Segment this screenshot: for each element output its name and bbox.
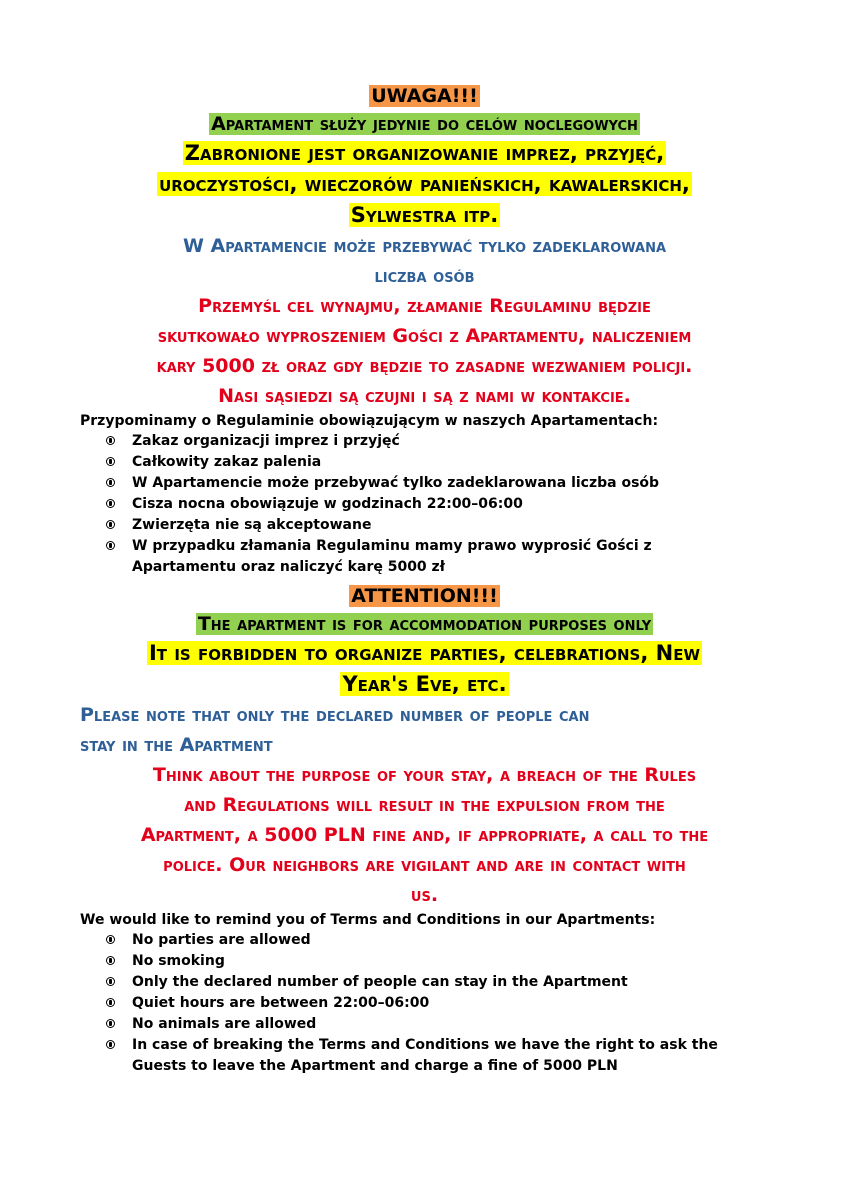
list-item: No animals are allowed bbox=[106, 1014, 849, 1035]
list-item: Zakaz organizacji imprez i przyjęć bbox=[106, 431, 849, 452]
polish-warning-heading: UWAGA!!! bbox=[371, 85, 478, 107]
list-item: W Apartamencie może przebywać tylko zadeklarowana liczba osób bbox=[106, 473, 849, 494]
circled-bullet-icon bbox=[106, 478, 115, 487]
circled-bullet-icon bbox=[106, 935, 115, 944]
list-item: No smoking bbox=[106, 951, 849, 972]
notice-page bbox=[0, 82, 849, 1077]
circled-bullet-icon bbox=[106, 977, 115, 986]
circled-bullet-icon bbox=[106, 457, 115, 466]
polish-consider-notice: Przemyśl cel wynajmu, złamanie Regulaminu będzie skutkowało wyproszeniem Gości z Apartamentu, naliczeniem kary 5000 zł oraz gdy będzie to zasadne wezwaniem policji. Nasi sąsiedzi są czujni i są z nami w kontakcie. bbox=[156, 295, 693, 407]
list-item: Only the declared number of people can stay in the Apartment bbox=[106, 972, 849, 993]
list-item: In case of breaking the Terms and Conditions we have the right to ask the Guests to leave the Apartment and charge a fine of 5000 PLN bbox=[106, 1035, 849, 1077]
circled-bullet-icon bbox=[106, 520, 115, 529]
list-item: W przypadku złamania Regulaminu mamy prawo wyprosić Gości z Apartamentu oraz naliczyć karę 5000 zł bbox=[106, 536, 849, 578]
list-item: Quiet hours are between 22:00–06:00 bbox=[106, 993, 849, 1014]
english-rules-list bbox=[0, 930, 849, 1077]
english-warning-heading: ATTENTION!!! bbox=[351, 585, 498, 607]
english-purpose-notice: The apartment is for accommodation purposes only bbox=[197, 613, 652, 635]
english-section bbox=[0, 582, 849, 1077]
polish-rules-list bbox=[0, 431, 849, 578]
circled-bullet-icon bbox=[106, 1019, 115, 1028]
english-forbidden-notice: It is forbidden to organize parties, celebrations, New Year's Eve, etc. bbox=[148, 641, 701, 696]
list-item: Zwierzęta nie są akceptowane bbox=[106, 515, 849, 536]
polish-declared-notice: W Apartamencie może przebywać tylko zadeklarowana liczba osób bbox=[182, 235, 667, 287]
circled-bullet-icon bbox=[106, 436, 115, 445]
circled-bullet-icon bbox=[106, 1040, 115, 1049]
polish-remind-text: Przypominamy o Regulaminie obowiązującym w naszych Apartamentach: bbox=[80, 413, 659, 429]
circled-bullet-icon bbox=[106, 956, 115, 965]
polish-purpose-notice: Apartament służy jedynie do celów noclegowych bbox=[211, 113, 638, 135]
list-item: Całkowity zakaz palenia bbox=[106, 452, 849, 473]
circled-bullet-icon bbox=[106, 541, 115, 550]
english-declared-notice: Please note that only the declared number of people can stay in the Apartment bbox=[80, 704, 590, 756]
polish-forbidden-notice: Zabronione jest organizowanie imprez, przyjęć, uroczystości, wieczorów panieńskich, kawalerskich, Sylwestra itp. bbox=[159, 141, 690, 227]
circled-bullet-icon bbox=[106, 998, 115, 1007]
circled-bullet-icon bbox=[106, 499, 115, 508]
polish-section bbox=[0, 82, 849, 578]
english-consider-notice: Think about the purpose of your stay, a breach of the Rules and Regulations will result in the expulsion from the Apartment, a 5000 PLN fine and, if appropriate, a call to the police. Our neighbors are vigilant and are in contact with us. bbox=[140, 764, 709, 906]
list-item: No parties are allowed bbox=[106, 930, 849, 951]
list-item: Cisza nocna obowiązuje w godzinach 22:00–06:00 bbox=[106, 494, 849, 515]
english-remind-text: We would like to remind you of Terms and Conditions in our Apartments: bbox=[80, 912, 656, 928]
